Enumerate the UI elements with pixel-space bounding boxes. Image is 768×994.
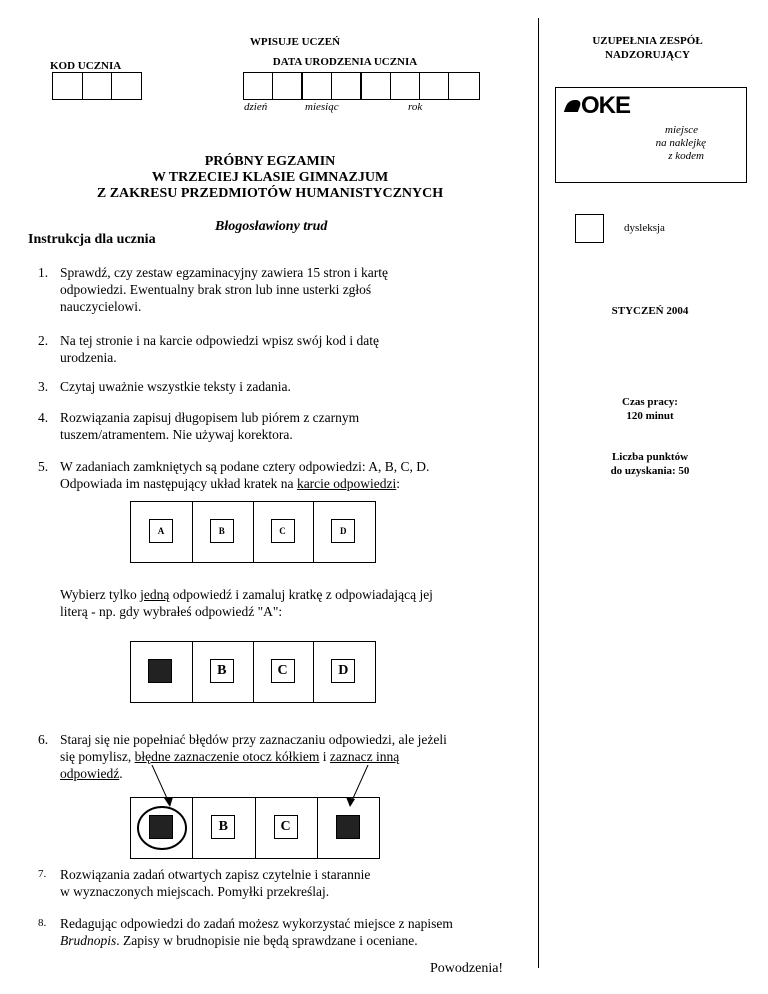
item-text: Sprawdź, czy zestaw egzaminacyjny zawiera 15 stron i kartę [60,265,388,280]
date-box[interactable] [362,73,391,99]
page-title [20,154,520,202]
answer-box-d: D [331,659,355,683]
item-number: 5. [38,459,49,474]
item-text: Rozwiązania zadań otwartych zapisz czytelnie i starannie [60,867,371,882]
date-box[interactable] [273,73,303,99]
code-box[interactable] [112,73,141,99]
answer-box-b: B [211,815,235,839]
crossed-box-a [149,815,173,839]
student-code-boxes[interactable] [52,72,142,100]
answer-grid-correction-example [130,797,380,859]
item-text: Redagując odpowiedzi do zadań możesz wykorzystać miejsce z napisem [60,916,453,931]
date-box[interactable] [303,73,332,99]
birth-date-label: DATA URODZENIA UCZNIA [272,56,418,68]
title-line-1: PRÓBNY EGZAMIN [204,154,336,169]
item-text: się pomylisz, błędne zaznaczenie otocz kółkiem i zaznacz inną [60,749,400,764]
exam-time: Czas pracy: 120 minut [622,396,678,422]
year-label: rok [408,101,423,113]
subtitle: Błogosławiony trud [215,219,328,234]
title-line-2: W TRZECIEJ KLASIE GIMNAZJUM [151,170,389,185]
item-text: nauczycielowi. [60,299,142,314]
answer-box-b: B [210,659,234,683]
item-text: Brudnopis. Zapisy w brudnopisie nie będą sprawdzane i oceniane. [60,933,418,948]
max-points: Liczba punktów do uzyskania: 50 [610,451,690,477]
item-text: Wybierz tylko jedną odpowiedź i zamaluj kratkę z odpowiadającą jej [60,587,433,602]
instructions-heading: Instrukcja dla ucznia [28,232,156,247]
instruction-7 [38,866,528,902]
instruction-2 [38,332,518,368]
item-text: odpowiedź. [60,766,123,781]
item-number: 8. [38,917,47,929]
instruction-1 [38,264,518,316]
student-fills-label: WPISUJE UCZEŃ [249,36,341,48]
answer-grid-filled-example [130,641,376,703]
filled-box-a [148,659,172,683]
item-number: 2. [38,333,49,348]
day-label: dzień [244,101,268,113]
instruction-8 [38,915,533,951]
date-box[interactable] [244,73,273,99]
answer-box-a: A [149,519,173,543]
item-text: tuszem/atramentem. Nie używaj korektora. [60,427,293,442]
logo-bird-icon [564,100,582,112]
answer-grid-example [130,501,376,563]
answer-box-d: D [331,519,355,543]
item-text: odpowiedzi. Ewentualny brak stron lub inne usterki zgłoś [60,282,372,297]
page-divider [538,18,539,968]
student-code-label: KOD UCZNIA [50,60,122,72]
date-box[interactable] [391,73,420,99]
code-box[interactable] [53,73,83,99]
item-text: W zadaniach zamkniętych są podane cztery odpowiedzi: A, B, C, D. [60,459,430,474]
title-line-3: Z ZAKRESU PRZEDMIOTÓW HUMANISTYCZNYCH [96,186,444,201]
answer-box-b: B [210,519,234,543]
sticker-label: miejsce na naklejkę z kodem [655,124,706,162]
instruction-5 [38,458,528,494]
answer-card-link: karcie odpowiedzi [296,476,397,491]
answer-box-c: C [271,519,295,543]
oke-logo: OKE [566,92,630,120]
instruction-4 [38,409,518,445]
date-box[interactable] [449,73,477,99]
item-text: Staraj się nie popełniać błędów przy zaznaczaniu odpowiedzi, ale jeżeli [60,732,447,747]
month-label: miesiąc [305,101,339,113]
item-text: Odpowiada im następujący układ kratek na karcie odpowiedzi: [60,476,401,491]
item-text: Czytaj uważnie wszystkie teksty i zadania. [60,379,291,394]
item-text: urodzenia. [60,350,117,365]
filled-box-d [336,815,360,839]
date-box[interactable] [420,73,449,99]
item-number: 6. [38,732,49,747]
item-text: literą - np. gdy wybrałeś odpowiedź "A": [60,604,283,619]
dyslexia-label: dysleksja [624,222,665,234]
sticker-area [555,87,747,183]
answer-box-c: C [271,659,295,683]
instruction-3 [38,378,518,396]
item-text: Rozwiązania zapisuj długopisem lub piórem z czarnym [60,410,360,425]
exam-date: STYCZEŃ 2004 [611,305,689,317]
item-text: Na tej stronie i na karcie odpowiedzi wpisz swój kod i datę [60,333,380,348]
birth-date-boxes[interactable] [243,72,480,100]
item-number: 1. [38,265,49,280]
choose-one-text [60,586,520,622]
code-box[interactable] [83,73,113,99]
good-luck-text: Powodzenia! [430,961,504,976]
item-number: 4. [38,410,49,425]
team-fills-label: UZUPEŁNIA ZESPÓŁ NADZORUJĄCY [592,35,703,61]
answer-box-c: C [274,815,298,839]
item-number: 3. [38,379,49,394]
date-box[interactable] [332,73,362,99]
item-number: 7. [38,868,47,880]
dyslexia-checkbox[interactable] [575,214,604,243]
item-text: w wyznaczonych miejscach. Pomyłki przekreślaj. [60,884,330,899]
